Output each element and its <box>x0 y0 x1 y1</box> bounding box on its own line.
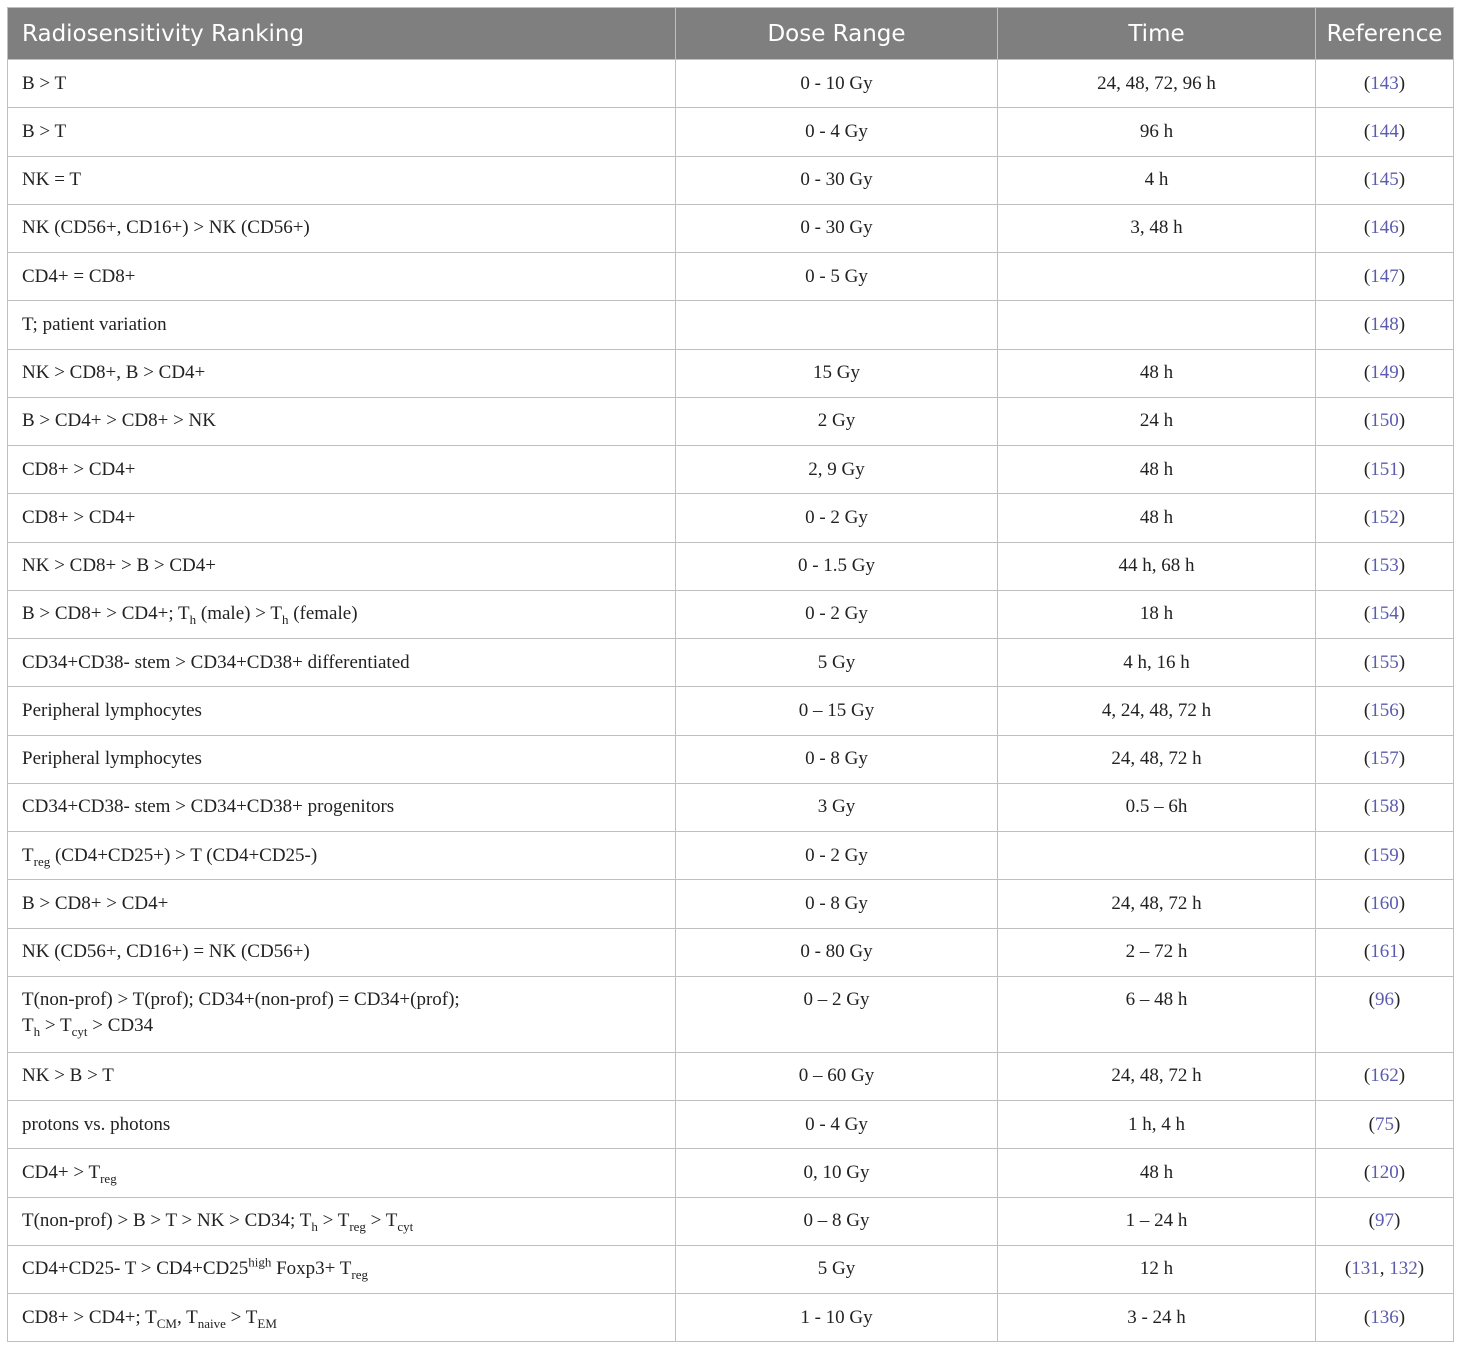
cell-time <box>998 253 1316 301</box>
reference-link[interactable]: 97 <box>1375 1210 1394 1232</box>
cell-reference: (145) <box>1316 156 1454 204</box>
cell-time: 96 h <box>998 108 1316 156</box>
cell-reference: (148) <box>1316 301 1454 349</box>
cell-time: 24, 48, 72 h <box>998 735 1316 783</box>
cell-dose-range: 5 Gy <box>676 639 998 687</box>
cell-time: 24, 48, 72, 96 h <box>998 60 1316 108</box>
reference-link[interactable]: 149 <box>1370 362 1399 384</box>
table-row <box>8 156 1454 204</box>
cell-ranking: CD34+CD38- stem > CD34+CD38+ differentiated <box>8 639 676 687</box>
cell-ranking: Peripheral lymphocytes <box>8 687 676 735</box>
cell-ranking: NK > B > T <box>8 1052 676 1100</box>
cell-reference: (151) <box>1316 446 1454 494</box>
cell-reference: (147) <box>1316 253 1454 301</box>
cell-ranking: CD8+ > CD4+ <box>8 494 676 542</box>
cell-time <box>998 301 1316 349</box>
header-reference: Reference <box>1316 8 1454 60</box>
cell-reference: (144) <box>1316 108 1454 156</box>
cell-dose-range: 2 Gy <box>676 397 998 445</box>
cell-time: 3, 48 h <box>998 204 1316 252</box>
table-row <box>8 397 1454 445</box>
reference-link[interactable]: 155 <box>1370 651 1399 673</box>
reference-link[interactable]: 147 <box>1370 265 1399 287</box>
reference-link[interactable]: 136 <box>1370 1306 1399 1328</box>
table-row <box>8 976 1454 1052</box>
cell-time: 44 h, 68 h <box>998 542 1316 590</box>
cell-time: 3 - 24 h <box>998 1294 1316 1342</box>
reference-link[interactable]: 156 <box>1370 699 1399 721</box>
cell-dose-range: 1 - 10 Gy <box>676 1294 998 1342</box>
cell-reference: (153) <box>1316 542 1454 590</box>
cell-dose-range: 0 - 1.5 Gy <box>676 542 998 590</box>
cell-ranking: CD34+CD38- stem > CD34+CD38+ progenitors <box>8 783 676 831</box>
table-row <box>8 687 1454 735</box>
cell-dose-range: 0, 10 Gy <box>676 1149 998 1197</box>
cell-time: 24, 48, 72 h <box>998 1052 1316 1100</box>
table-row <box>8 1294 1454 1342</box>
cell-reference: (150) <box>1316 397 1454 445</box>
cell-dose-range: 0 - 80 Gy <box>676 928 998 976</box>
cell-ranking: CD8+ > CD4+ <box>8 446 676 494</box>
table-row <box>8 880 1454 928</box>
table-row <box>8 1197 1454 1245</box>
cell-dose-range: 0 - 30 Gy <box>676 156 998 204</box>
table-header <box>8 8 1454 60</box>
reference-link[interactable]: 120 <box>1370 1161 1399 1183</box>
reference-link[interactable]: 144 <box>1370 120 1399 142</box>
cell-dose-range: 0 - 8 Gy <box>676 880 998 928</box>
cell-ranking: B > T <box>8 108 676 156</box>
cell-reference: (157) <box>1316 735 1454 783</box>
cell-dose-range: 5 Gy <box>676 1245 998 1293</box>
reference-link[interactable]: 148 <box>1370 313 1399 335</box>
table-row <box>8 1101 1454 1149</box>
reference-link[interactable]: 145 <box>1370 169 1399 191</box>
reference-link[interactable]: 162 <box>1370 1065 1399 1087</box>
cell-time: 4 h <box>998 156 1316 204</box>
cell-ranking: NK > CD8+ > B > CD4+ <box>8 542 676 590</box>
cell-ranking: NK = T <box>8 156 676 204</box>
cell-ranking: Peripheral lymphocytes <box>8 735 676 783</box>
cell-ranking: B > CD8+ > CD4+ <box>8 880 676 928</box>
cell-dose-range: 0 – 2 Gy <box>676 976 998 1052</box>
cell-dose-range: 0 - 2 Gy <box>676 494 998 542</box>
cell-time: 0.5 – 6h <box>998 783 1316 831</box>
cell-reference: (156) <box>1316 687 1454 735</box>
table-row <box>8 349 1454 397</box>
cell-ranking: $T_{reg}$ (CD4+CD25+) > T (CD4+CD25-) <box>8 832 676 880</box>
cell-reference: (97) <box>1316 1197 1454 1245</box>
cell-ranking: B > T <box>8 60 676 108</box>
table-row <box>8 301 1454 349</box>
cell-dose-range <box>676 301 998 349</box>
cell-ranking: T; patient variation <box>8 301 676 349</box>
table-row <box>8 60 1454 108</box>
cell-reference: (159) <box>1316 832 1454 880</box>
cell-reference: (158) <box>1316 783 1454 831</box>
reference-link[interactable]: 161 <box>1370 941 1399 963</box>
table-body <box>8 60 1454 1342</box>
cell-dose-range: 0 – 15 Gy <box>676 687 998 735</box>
cell-ranking: CD8+ > CD4+; $T_{CM}$, $T_{naive} > T_{EM}$ <box>8 1294 676 1342</box>
cell-reference: (143) <box>1316 60 1454 108</box>
cell-dose-range: 0 - 10 Gy <box>676 60 998 108</box>
cell-time: 4 h, 16 h <box>998 639 1316 687</box>
cell-ranking: protons vs. photons <box>8 1101 676 1149</box>
reference-link[interactable]: 132 <box>1389 1258 1418 1280</box>
cell-reference: (96) <box>1316 976 1454 1052</box>
reference-link[interactable]: 75 <box>1375 1113 1394 1135</box>
cell-time: 1 h, 4 h <box>998 1101 1316 1149</box>
table-row <box>8 832 1454 880</box>
header-time: Time <box>998 8 1316 60</box>
cell-ranking: T(non-prof) > T(prof); CD34+(non-prof) = CD34+(prof); $T_h > T_{cyt} > CD34$ <box>8 976 676 1052</box>
header-radiosensitivity-ranking: Radiosensitivity Ranking <box>8 8 676 60</box>
cell-reference: (149) <box>1316 349 1454 397</box>
table-row <box>8 253 1454 301</box>
cell-dose-range: 0 - 2 Gy <box>676 832 998 880</box>
header-dose-range: Dose Range <box>676 8 998 60</box>
cell-time <box>998 832 1316 880</box>
cell-time: 12 h <box>998 1245 1316 1293</box>
cell-reference: (162) <box>1316 1052 1454 1100</box>
cell-ranking: B > CD4+ > CD8+ > NK <box>8 397 676 445</box>
cell-dose-range: 0 - 2 Gy <box>676 590 998 638</box>
table-row <box>8 542 1454 590</box>
cell-ranking: NK (CD56+, CD16+) > NK (CD56+) <box>8 204 676 252</box>
cell-reference: (160) <box>1316 880 1454 928</box>
cell-time: 4, 24, 48, 72 h <box>998 687 1316 735</box>
cell-dose-range: 15 Gy <box>676 349 998 397</box>
reference-link[interactable]: 96 <box>1375 988 1394 1010</box>
cell-reference: (136) <box>1316 1294 1454 1342</box>
cell-reference: (161) <box>1316 928 1454 976</box>
header-row <box>8 8 1454 60</box>
cell-reference: (120) <box>1316 1149 1454 1197</box>
cell-dose-range: 0 - 5 Gy <box>676 253 998 301</box>
table-row <box>8 1149 1454 1197</box>
reference-link[interactable]: 158 <box>1370 796 1399 818</box>
cell-dose-range: 0 - 30 Gy <box>676 204 998 252</box>
table-row <box>8 108 1454 156</box>
cell-dose-range: 3 Gy <box>676 783 998 831</box>
cell-reference: (75) <box>1316 1101 1454 1149</box>
cell-time: 24 h <box>998 397 1316 445</box>
radiosensitivity-table <box>7 7 1454 1342</box>
reference-link[interactable]: 154 <box>1370 603 1399 625</box>
cell-dose-range: 2, 9 Gy <box>676 446 998 494</box>
cell-ranking: CD4+ = CD8+ <box>8 253 676 301</box>
reference-link[interactable]: 153 <box>1370 555 1399 577</box>
reference-link[interactable]: 159 <box>1370 844 1399 866</box>
cell-reference: (154) <box>1316 590 1454 638</box>
cell-reference: (131, 132) <box>1316 1245 1454 1293</box>
cell-time: 48 h <box>998 1149 1316 1197</box>
reference-link[interactable]: 143 <box>1370 72 1399 94</box>
table-row <box>8 639 1454 687</box>
cell-dose-range: 0 - 4 Gy <box>676 108 998 156</box>
cell-ranking: T(non-prof) > B > T > NK > CD34; $T_h > T_{reg} > T_{cyt}$ <box>8 1197 676 1245</box>
cell-time: 48 h <box>998 494 1316 542</box>
reference-link[interactable]: 152 <box>1370 506 1399 528</box>
table-row <box>8 783 1454 831</box>
cell-dose-range: 0 - 4 Gy <box>676 1101 998 1149</box>
reference-link[interactable]: 150 <box>1370 410 1399 432</box>
reference-link[interactable]: 160 <box>1370 892 1399 914</box>
table-row <box>8 590 1454 638</box>
cell-ranking: NK (CD56+, CD16+) = NK (CD56+) <box>8 928 676 976</box>
cell-time: 48 h <box>998 446 1316 494</box>
table-row <box>8 1052 1454 1100</box>
reference-link[interactable]: 151 <box>1370 458 1399 480</box>
reference-link[interactable]: 146 <box>1370 217 1399 239</box>
cell-ranking: CD4+CD25- $T > CD4+CD25^{high}$ Foxp3+ $T_{reg}$ <box>8 1245 676 1293</box>
table-row <box>8 928 1454 976</box>
cell-time: 18 h <box>998 590 1316 638</box>
cell-time: 2 – 72 h <box>998 928 1316 976</box>
table-row <box>8 446 1454 494</box>
cell-reference: (152) <box>1316 494 1454 542</box>
reference-link[interactable]: 131 <box>1351 1258 1380 1280</box>
cell-dose-range: 0 – 8 Gy <box>676 1197 998 1245</box>
cell-time: 6 – 48 h <box>998 976 1316 1052</box>
cell-time: 48 h <box>998 349 1316 397</box>
cell-ranking: B > CD8+ > CD4+; $T_h$ (male) > $T_h$ (female) <box>8 590 676 638</box>
cell-ranking: NK > CD8+, B > CD4+ <box>8 349 676 397</box>
table-row <box>8 735 1454 783</box>
cell-time: 1 – 24 h <box>998 1197 1316 1245</box>
cell-reference: (146) <box>1316 204 1454 252</box>
cell-dose-range: 0 – 60 Gy <box>676 1052 998 1100</box>
cell-reference: (155) <box>1316 639 1454 687</box>
table-row <box>8 494 1454 542</box>
reference-link[interactable]: 157 <box>1370 748 1399 770</box>
cell-time: 24, 48, 72 h <box>998 880 1316 928</box>
table-row <box>8 1245 1454 1293</box>
cell-dose-range: 0 - 8 Gy <box>676 735 998 783</box>
cell-ranking: $CD4+ > T_{reg}$ <box>8 1149 676 1197</box>
table-row <box>8 204 1454 252</box>
